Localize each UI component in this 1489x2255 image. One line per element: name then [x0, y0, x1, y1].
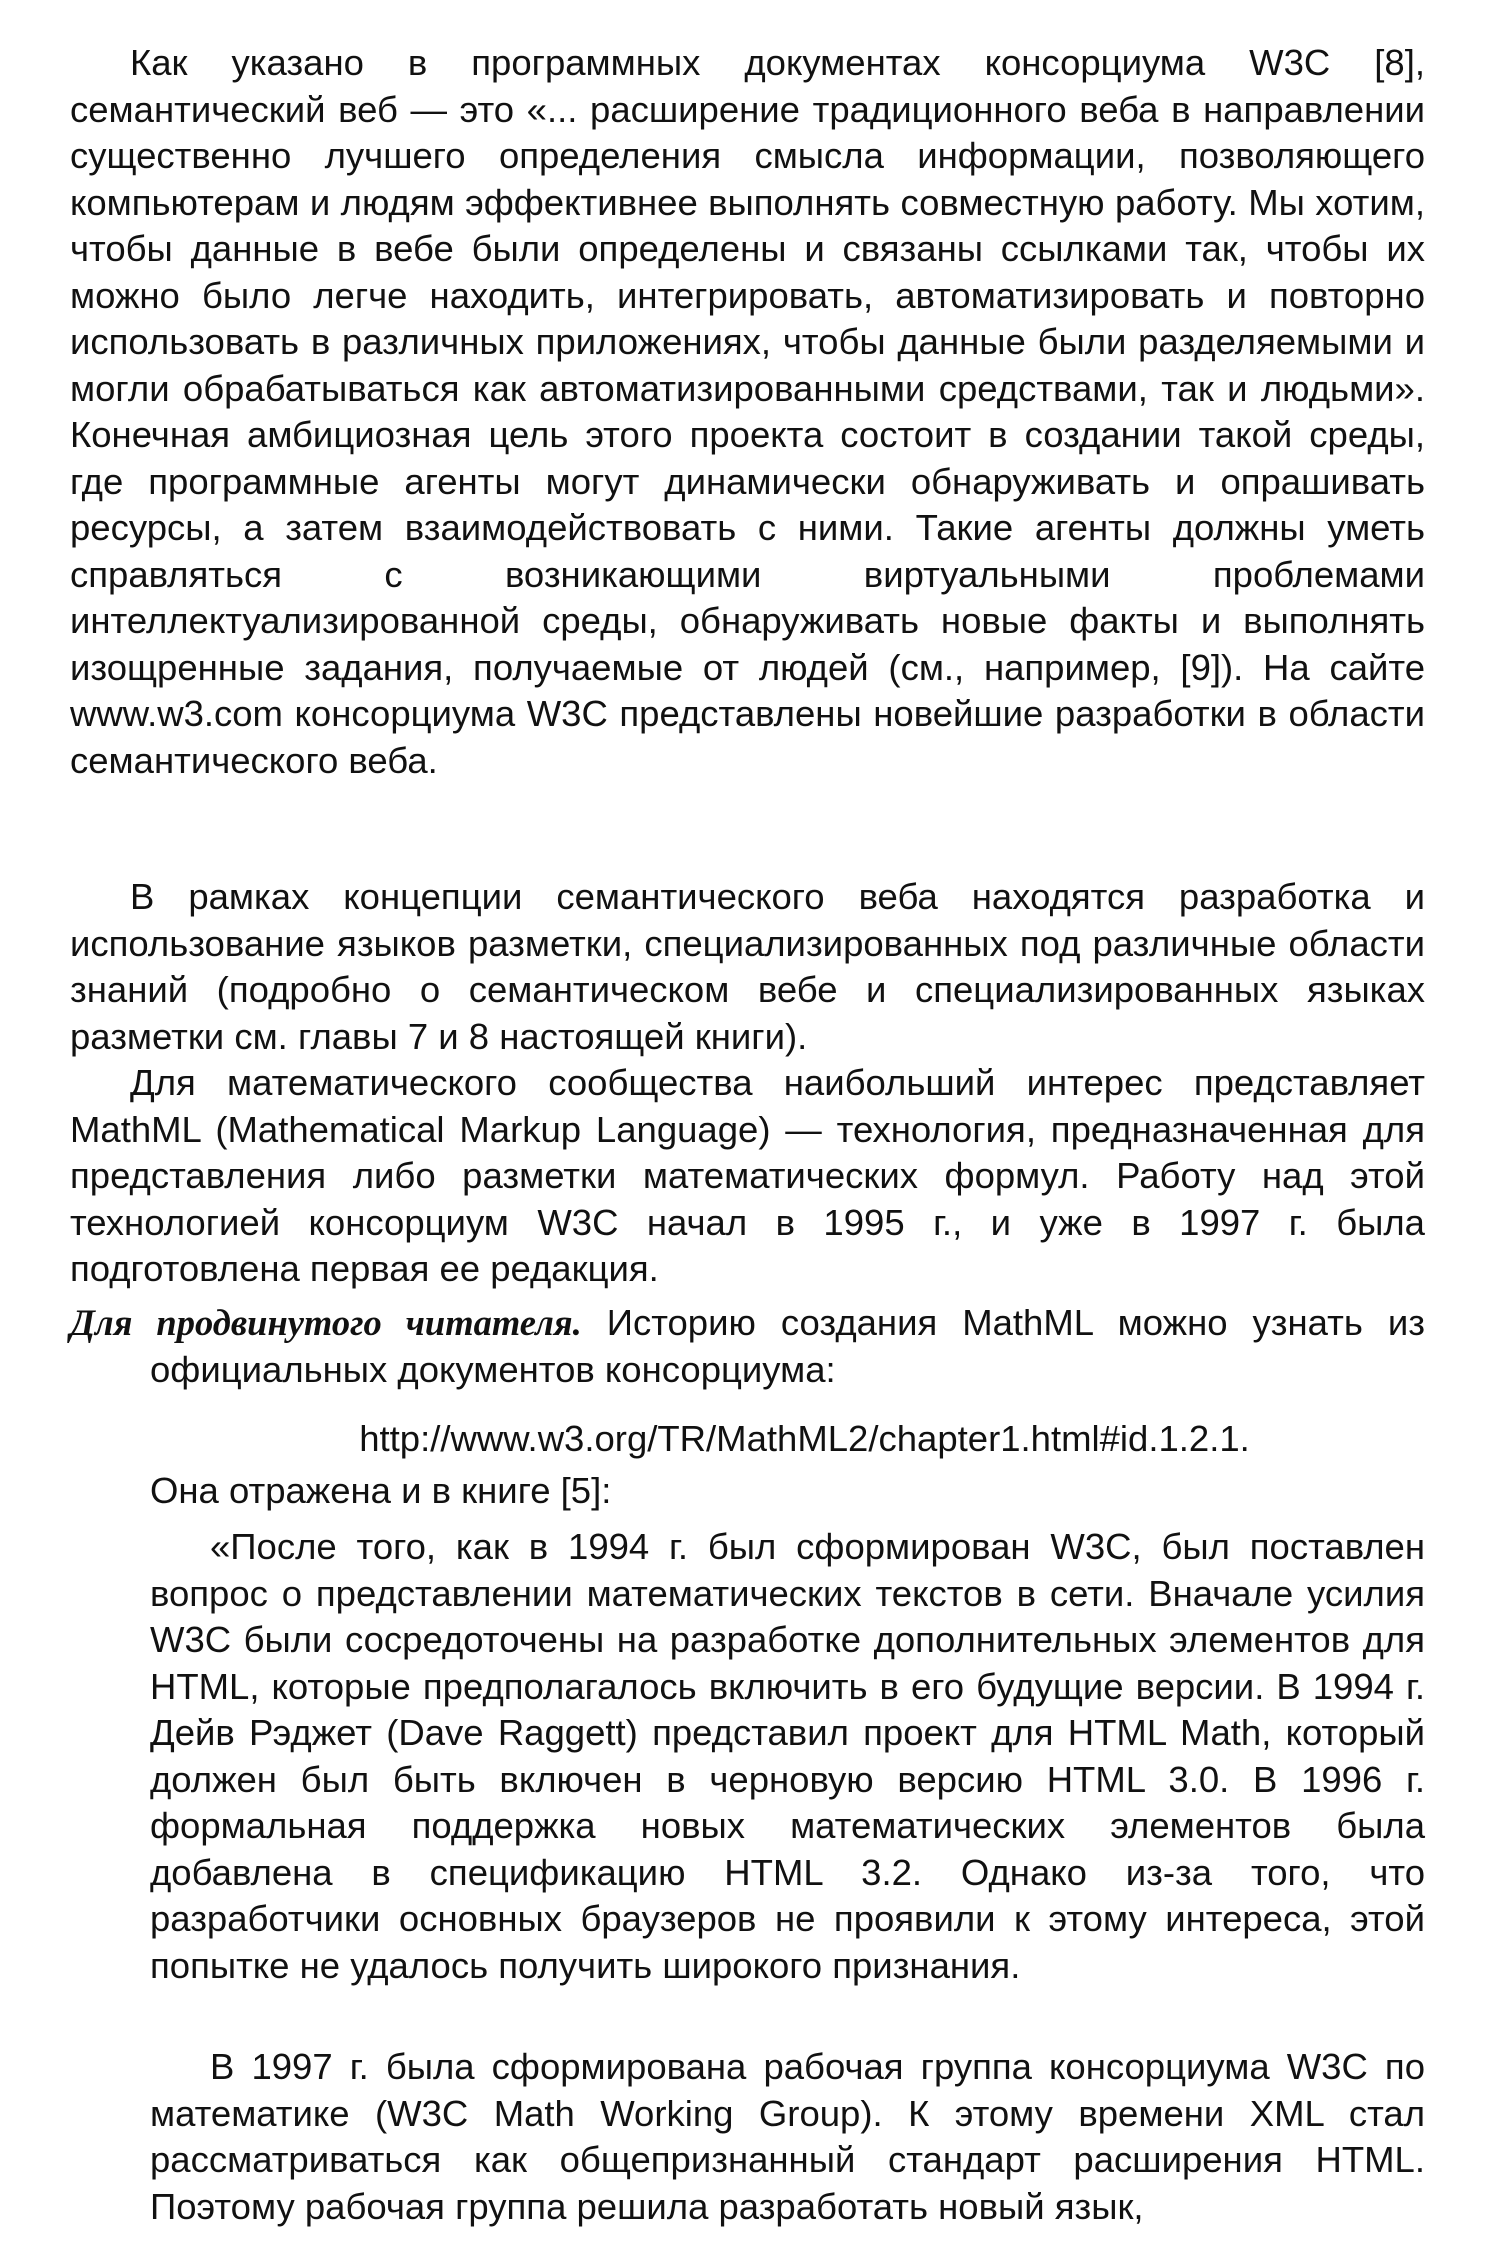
- advanced-reader-note: [70, 1300, 1425, 1393]
- quote-paragraph-2: В 1997 г. была сформирована рабочая группа консорциума W3C по математике (W3C Math Working Group). К этому времени XML стал рассматриваться как общепризнанный стандарт расширения HTML. Поэтому рабочая группа решила разработать новый язык,: [150, 2046, 1425, 2227]
- mathml-history-url: http://www.w3.org/TR/MathML2/chapter1.html#id.1.2.1.: [359, 1418, 1250, 1459]
- paragraph-markup-languages: В рамках концепции семантического веба находятся разработка и использование языков разметки, специализированных под различные области знаний (подробно о семантическом вебе и специализированных языках разметки см. главы 7 и 8 настоящей книги).: [70, 876, 1425, 1057]
- advanced-reader-lead: Для продвинутого читателя.: [70, 1302, 582, 1343]
- paragraph-semantic-web: Как указано в программных документах консорциума W3C [8], семантический веб — это «... расширение традиционного веба в направлении существенно лучшего определения смысла информации, позволяющего компьютерам и людям эффективнее выполнять совместную работу. Мы хотим, чтобы данные в вебе были определены и связаны ссылками так, чтобы их можно было легче находить, интегрировать, автоматизировать и повторно использовать в различных приложениях, чтобы данные были разделяемыми и могли обрабатываться как автоматизированными средствами, так и людьми». Конечная амбициозная цель этого проекта состоит в создании такой среды, где программные агенты могут динамически обнаруживать и опрашивать ресурсы, а затем взаимодействовать с ними. Такие агенты должны уметь справляться с возникающими виртуальными проблемами интеллектуализированной среды, обнаруживать новые факты и выполнять изощренные задания, получаемые от людей (см., например, [9]). На сайте www.w3.com консорциума W3C представлены новейшие разработки в области семантического веба.: [70, 42, 1425, 781]
- quote-paragraph-1: «После того, как в 1994 г. был сформирован W3C, был поставлен вопрос о представлении математических текстов в сети. Вначале усилия W3C были сосредоточены на разработке дополнительных элементов для HTML, которые предполагалось включить в его будущие версии. В 1994 г. Дейв Рэджет (Dave Raggett) представил проект для HTML Math, который должен был быть включен в черновую версию HTML 3.0. В 1996 г. формальная поддержка новых математических элементов была добавлена в спецификацию HTML 3.2. Однако из-за того, что разработчики основных браузеров не проявили к этому интереса, этой попытке не удалось получить широкого признания.: [150, 1526, 1425, 1986]
- advanced-reader-text: Историю создания MathML можно узнать из официальных документов консорциума:: [150, 1302, 1425, 1390]
- paragraph-mathml: Для математического сообщества наибольший интерес представляет MathML (Mathematical Markup Language) — технология, предназначенная для представления либо разметки математических формул. Работу над этой технологией консорциум W3C начал в 1995 г., и уже в 1997 г. была подготовлена первая ее редакция.: [70, 1062, 1425, 1289]
- book-reference: Она отражена и в книге [5]:: [150, 1470, 612, 1511]
